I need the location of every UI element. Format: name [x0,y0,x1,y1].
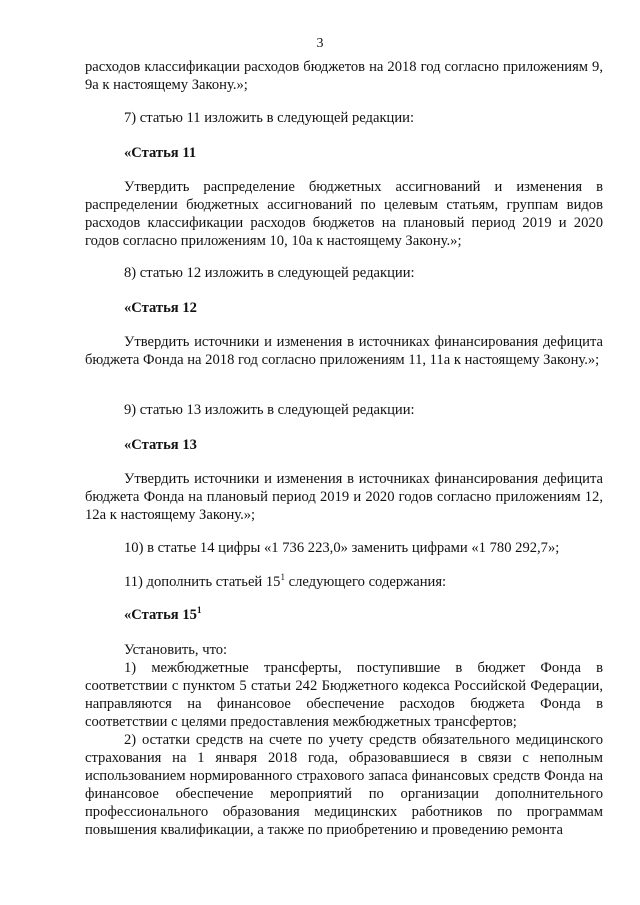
article-12-text: Утвердить источники и изменения в источниках финансирования дефицита бюджета Фонда на 2018 год согласно приложениям 11, 11а к настоящему Закону.»; [85,334,603,368]
article-15-1-intro: Установить, что: [124,642,228,658]
article-11-text: Утвердить распределение бюджетных ассигнований и изменения в распределении бюджетных ассигнований по целевым статьям, группам видов расходов классификации расходов бюджетов на плановый период 2019 и 2020 годов согласно приложениям 10, 10а к настоящему Закону.»; [85,179,603,249]
article-15-1-heading-text: «Статья 15 [124,607,197,623]
amendment-item-10: 10) в статье 14 цифры «1 736 223,0» заменить цифрами «1 780 292,7»; [124,540,560,556]
article-11-heading: «Статья 11 [124,145,197,161]
paragraph-continuation: расходов классификации расходов бюджетов на 2018 год согласно приложениям 9, 9а к настоящему Закону.»; [85,59,603,93]
amendment-item-8: 8) статью 12 изложить в следующей редакции: [124,265,415,281]
article-15-1-point-1: 1) межбюджетные трансферты, поступившие в бюджет Фонда в соответствии с пунктом 5 статьи 242 Бюджетного кодекса Российской Федерации, направляются на финансовое обеспечение расходов бюджета Фонда в соответствии с целями предоставления межбюджетных трансфертов; [85,660,603,730]
amendment-item-11-text: 11) дополнить статьей 15 [124,574,281,590]
superscript: 1 [196,605,202,616]
amendment-item-9: 9) статью 13 изложить в следующей редакции: [124,402,415,418]
article-12-heading: «Статья 12 [124,300,197,316]
article-13-heading: «Статья 13 [124,437,197,453]
article-15-1-point-2: 2) остатки средств на счете по учету средств обязательного медицинского страхования на 1 января 2018 года, образовавшиеся в связи с неполным использованием нормированного страхового запаса финансовых средств Фонда на финансовое обеспечение мероприятий по организации дополнительного профессионального образования медицинских работников по программам повышения квалификации, а также по приобретению и проведению ремонта [85,732,603,838]
page-number: 3 [316,36,324,51]
article-15-1-heading [124,606,201,624]
amendment-item-7: 7) статью 11 изложить в следующей редакции: [124,110,415,126]
amendment-item-11 [124,573,446,591]
amendment-item-11-tail: следующего содержания: [284,574,447,590]
superscript: 1 [280,572,285,583]
article-13-text: Утвердить источники и изменения в источниках финансирования дефицита бюджета Фонда на плановый период 2019 и 2020 годов согласно приложениям 12, 12а к настоящему Закону.»; [85,471,603,523]
